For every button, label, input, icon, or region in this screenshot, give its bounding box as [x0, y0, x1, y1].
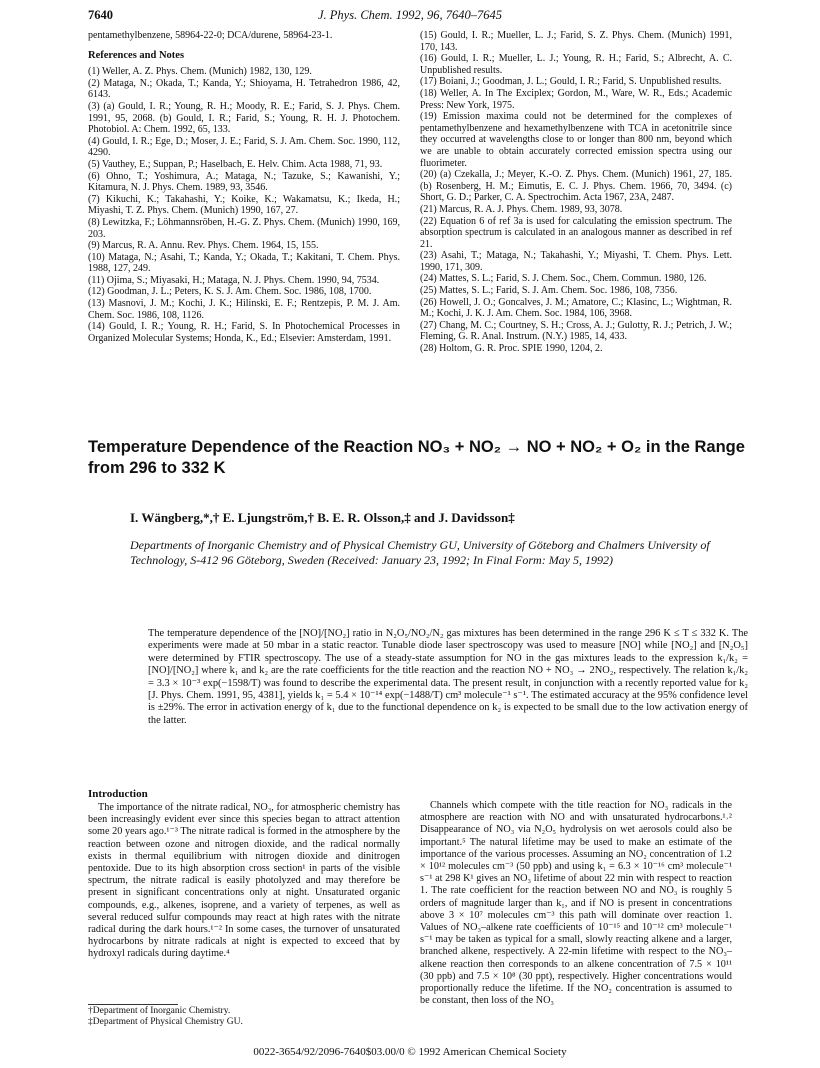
reference-item: (12) Goodman, J. L.; Peters, K. S. J. Am. Chem. Soc. 1986, 108, 1700. [88, 286, 372, 298]
reference-item: (19) Emission maxima could not be determined for the complexes of pentamethylbenzene and hexamethylbenzene with TCA in acetonitrile since they occurred at wavelengths close to or longer than 800 nm, beyond which we are unable to obtain accurately corrected emission spectra using our fluorimeter. [420, 111, 732, 169]
reference-item: (23) Asahi, T.; Mataga, N.; Takahashi, Y.; Miyashi, T. Chem. Phys. Lett. 1990, 171, 309. [420, 250, 732, 273]
article-authors: I. Wängberg,*,† E. Ljungström,† B. E. R. Olsson,‡ and J. Davidsson‡ [130, 510, 515, 525]
reference-item: (28) Holtom, G. R. Proc. SPIE 1990, 1204, 2. [420, 343, 603, 355]
journal-running-head: J. Phys. Chem. 1992, 96, 7640–7645 [317, 8, 502, 22]
reference-item: (21) Marcus, R. A. J. Phys. Chem. 1989, 93, 3078. [420, 203, 623, 215]
reference-item: (20) (a) Czekalla, J.; Meyer, K.-O. Z. Phys. Chem. (Munich) 1961, 27, 185. (b) Rosenberg, H. M.; Eimutis, E. C. J. Phys. Chem. 1966, 70, 3494. (c) Short, G. D.; Parker, C. A. Spectrochim. Acta 1967, 23A, 2487. [420, 169, 732, 204]
reference-item: (27) Chang, M. C.; Courtney, S. H.; Cross, A. J.; Gulotty, R. J.; Petrich, J. W.; Fleming, G. R. Anal. Instrum. (N.Y.) 1985, 14, 433. [420, 319, 732, 343]
references-list-right [420, 30, 732, 355]
reference-item: (18) Weller, A. In The Exciplex; Gordon, M., Ware, W. R., Eds.; Academic Press: New York, 1975. [420, 87, 732, 111]
reference-item: (22) Equation 6 of ref 3a is used for calculating the emission spectrum. The absorption spectrum is calculated in an analogous manner as described in ref 21. [420, 215, 732, 250]
article-abstract: The temperature dependence of the [NO]/[NO₂] ratio in N₂O₅/NO₂/N₂ gas mixtures has been determined in the range 296 K ≤ T ≤ 332 K. The experiments were made at 50 mbar in a static reactor. Tunable diode laser spectroscopy was used to measure [NO] while [NO₂] and [N₂O₅] were determined by FTIR spectroscopy. The use of a steady-state assumption for NO in the gas mixtures leads to the expression k₁/k₂ = [NO]/[NO₂] where k₁ and k₂ are the rate coefficients for the title reaction and the reaction NO + NO₃ → 2NO₂, respectively. The relation k₁/k₂ = 3.3 × 10⁻³ exp(−1598/T) was found to describe the experimental data. The present result, in conjunction with a recently reported value for k₂ [J. Phys. Chem. 1991, 95, 4381], yields k₁ = 5.4 × 10⁻¹⁴ exp(−1488/T) cm³ molecule⁻¹ s⁻¹. The estimated accuracy at the 95% confidence level is ±29%. The error in activation energy of k₁ due to the functional dependence on k₂ is expected to be small due to the low activation energy of the latter. [148, 628, 748, 726]
reference-item: (9) Marcus, R. A. Annu. Rev. Phys. Chem. 1964, 15, 155. [88, 240, 319, 252]
reference-item: (11) Ojima, S.; Miyasaki, H.; Mataga, N. J. Phys. Chem. 1990, 94, 7534. [88, 274, 380, 286]
footnote-1: †Department of Inorganic Chemistry. [88, 1006, 231, 1016]
article-affiliation: Departments of Inorganic Chemistry and of Physical Chemistry GU, University of Göteborg and Chalmers University of Technology, S-412 96 Göteborg, Sweden (Received: January 23, 1992; In Final Form: May 5, 1992) [130, 538, 710, 567]
section-heading-introduction: Introduction [88, 788, 148, 800]
article-title: Temperature Dependence of the Reaction NO₃ + NO₂ → NO + NO₂ + O₂ in the Range from 296 to 332 K [88, 438, 745, 477]
footnotes [88, 1006, 400, 1028]
reference-item: (24) Mattes, S. L.; Farid, S. J. Chem. Soc., Chem. Commun. 1980, 126. [420, 273, 707, 285]
intro-text-left [88, 802, 400, 961]
prev-article-tail: pentamethylbenzene, 58964-22-0; DCA/durene, 58964-23-1. [88, 30, 333, 41]
reference-item: (26) Howell, J. O.; Goncalves, J. M.; Amatore, C.; Klasinc, L.; Wightman, R. M.; Kochi, J. K. J. Am. Chem. Soc. 1984, 106, 3968. [420, 296, 732, 320]
reference-item: (25) Mattes, S. L.; Farid, S. J. Am. Chem. Soc. 1986, 108, 7356. [420, 285, 678, 297]
references-list-left [88, 66, 400, 344]
reference-item: (5) Vauthey, E.; Suppan, P.; Haselbach, E. Helv. Chim. Acta 1988, 71, 93. [88, 158, 383, 170]
reference-item: (2) Mataga, N.; Okada, T.; Kanda, Y.; Shioyama, H. Tetrahedron 1986, 42, 6143. [88, 77, 400, 101]
reference-item: (17) Boiani, J.; Goodman, J. L.; Gould, I. R.; Farid, S. Unpublished results. [420, 76, 722, 88]
intro-paragraph-2: Channels which compete with the title reaction for NO₃ radicals in the atmosphere are reaction with NO and with unsaturated hydrocarbons.¹˒² Disappearance of NO₃ via N₂O₅ hydrolysis on wet aerosols could also be important.⁵ The natural lifetime may be used to make an estimate of the importance of the various processes. Assuming an NO₂ concentration of 1.2 × 10¹² molecules cm⁻³ (50 ppb) and using k₁ = 6.3 × 10⁻¹⁶ cm³ molecule⁻¹ s⁻¹ at 298 K¹ gives an NO₃ lifetime of about 22 min with respect to reaction 1. The rate coefficient for the reaction between NO and NO₃ is roughly 5 orders of magnitude larger than k₁, and if NO is present in concentrations above 3 × 10⁷ molecules cm⁻³ this path will dominate over reaction 1. Values of NO₃–alkene rate coefficients of 10⁻¹⁵ and 10⁻¹² cm³ molecule⁻¹ s⁻¹ may be taken as typical for a small, slowly reacting alkene and a larger, branched alkene, respectively. A 22-min lifetime with respect to the NO₃–alkene reaction then corresponds to an alkene concentration of 7.5 × 10¹¹ (30 ppb) and 7.5 × 10⁸ (30 ppt), respectively. Higher concentrations would proportionally reduce the lifetime. If the NO₂ concentration is assumed to be constant, then loss of the NO₃ [420, 800, 732, 1007]
reference-item: (7) Kikuchi, K.; Takahashi, Y.; Koike, K.; Wakamatsu, K.; Ikeda, H.; Miyashi, T. Z. Phys. Chem. (Munich) 1990, 167, 27. [88, 193, 400, 217]
footnote-2: ‡Department of Physical Chemistry GU. [88, 1017, 243, 1027]
intro-left-column [88, 788, 400, 961]
reference-item: (10) Mataga, N.; Asahi, T.; Kanda, Y.; Okada, T.; Kakitani, T. Chem. Phys. 1988, 127, 249. [88, 251, 400, 275]
reference-item: (1) Weller, A. Z. Phys. Chem. (Munich) 1982, 130, 129. [88, 66, 312, 78]
reference-item: (13) Masnovi, J. M.; Kochi, J. K.; Hilinski, E. F.; Rentzepis, P. M. J. Am. Chem. Soc. 1986, 108, 1126. [88, 298, 400, 321]
reference-item: (16) Gould, I. R.; Mueller, L. J.; Young, R. H.; Farid, S.; Albrecht, A. C. Unpublished results. [420, 53, 732, 76]
page-footer: 0022-3654/92/2096-7640$03.00/0 © 1992 American Chemical Society [253, 1046, 567, 1058]
left-column-top [88, 30, 400, 344]
page-number: 7640 [88, 8, 113, 22]
reference-item: (8) Lewitzka, F.; Löhmannsröben, H.-G. Z. Phys. Chem. (Munich) 1990, 169, 203. [88, 216, 400, 240]
reference-item: (14) Gould, I. R.; Young, R. H.; Farid, S. In Photochemical Processes in Organized Molecular Systems; Honda, K., Ed.; Elsevier: Amsterdam, 1991. [88, 321, 400, 344]
reference-item: (3) (a) Gould, I. R.; Young, R. H.; Moody, R. E.; Farid, S. J. Phys. Chem. 1991, 95, 2068. (b) Gould, I. R.; Farid, S.; Young, R. H. J. Photochem. Photobiol. A: Chem. 1992, 65, 133. [88, 100, 400, 136]
references-heading: References and Notes [88, 49, 185, 61]
right-column-top [420, 30, 732, 355]
reference-item: (15) Gould, I. R.; Mueller, L. J.; Farid, S. Z. Phys. Chem. (Munich) 1991, 170, 143. [420, 30, 732, 53]
reference-item: (6) Ohno, T.; Yoshimura, A.; Mataga, N.; Tazuke, S.; Kawanishi, Y.; Kitamura, N. J. Phys. Chem. 1989, 93, 3546. [88, 170, 400, 194]
intro-right-column [420, 800, 732, 1007]
reference-item: (4) Gould, I. R.; Ege, D.; Moser, J. E.; Farid, S. J. Am. Chem. Soc. 1990, 112, 4290. [88, 135, 400, 159]
intro-paragraph-1: The importance of the nitrate radical, NO₃, for atmospheric chemistry has been increasingly evident ever since this species began to attract attention some 20 years ago.¹⁻³ The nitrate radical is formed in the atmosphere by the reaction between ozone and nitrogen dioxide, and the radical normally exists in thermal equilibrium with nitrogen dioxide and dinitrogen pentoxide. Due to its high absorption cross section¹ in parts of the visible spectrum, the nitrate radical is easily photolyzed and may therefore be present in significant concentrations only at night. Unsaturated organic compounds, e.g., alkenes, isoprene, and a variety of terpenes, as well as several reduced sulfur compounds may react at high rates with the nitrate radical during the dark hours.¹⁻² In some cases, the turnover of unsaturated hydrocarbons by nitrate radicals at night is expected to exceed that by hydroxyl radicals during daytime.⁴ [88, 802, 400, 960]
footnote-rule [88, 1004, 178, 1005]
